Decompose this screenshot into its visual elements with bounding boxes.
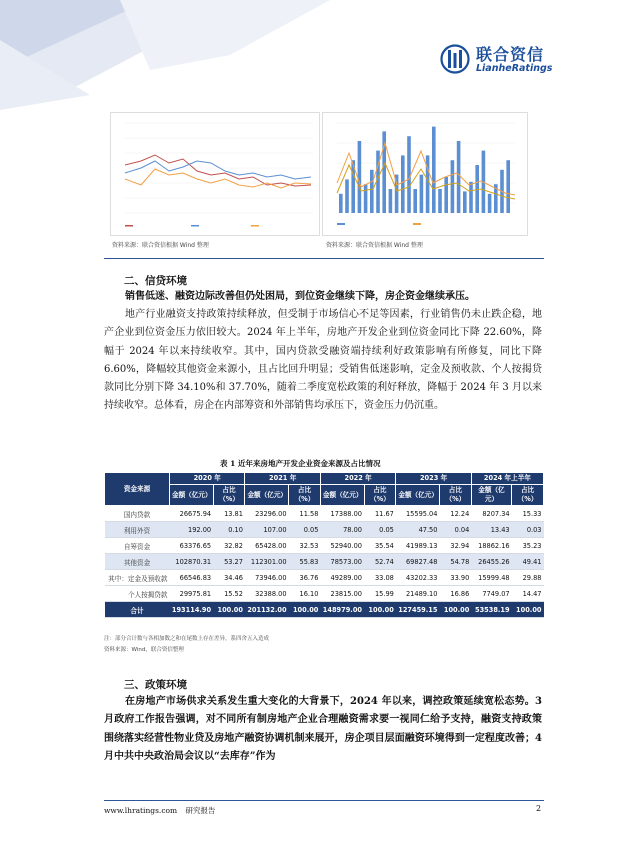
- left-chart-plot: [111, 113, 319, 235]
- cell-amount: 78.00: [320, 522, 364, 538]
- cell-amount: 193114.90: [170, 602, 214, 618]
- cell-share: 32.53: [289, 538, 321, 554]
- cell-share: 100.00: [213, 602, 245, 618]
- divider-line: [104, 258, 544, 259]
- page-number: 2: [536, 804, 542, 813]
- cell-amount: 26675.94: [170, 506, 214, 522]
- row-label: 合计: [105, 602, 170, 618]
- row-label: 国内贷款: [105, 506, 170, 522]
- section-paragraph-credit: 地产行业融资支持政策持续释放，但受制于市场信心不足等因素，行业销售仍未止跌企稳，地产企业到位资金压力依旧较大。2024 年上半年，房地产开发企业到位资金同比下降 22.60%，降幅于 2024 年以来持续收窄。其中，国内贷款受融资端持续利好政策影响有所修复，同比下降 6.60%，降幅较其他资金来源小，且占比回升明显；受销售低迷影响，定金及预收款、个人按揭贷款同比分别下降 34.10%和 37.70%，随着二季度宽松政策的利好释放，降幅于 2024 年 3 月以来持续收窄。总体看，房企在内部筹资和外部销售均承压下，资金压力仍沉重。: [104, 309, 542, 412]
- table-row: [105, 522, 544, 538]
- cell-amount: 17388.00: [320, 506, 364, 522]
- th-amount: 金额（亿元）: [320, 485, 364, 506]
- right-combo-chart: [322, 112, 528, 236]
- th-year-2020: 2020 年: [170, 473, 245, 485]
- chart-bar: [506, 160, 510, 213]
- cell-share: 11.67: [364, 506, 396, 522]
- cell-amount: 13.43: [471, 522, 511, 538]
- footer-site-link[interactable]: www.lhratings.com: [104, 806, 178, 815]
- chart-bar: [432, 127, 436, 213]
- right-chart-source: 资料来源：联合资信根据 Wind 整理: [326, 242, 423, 249]
- cell-share: 100.00: [364, 602, 396, 618]
- right-chart-bars: [339, 127, 510, 213]
- chart-bar: [451, 160, 455, 213]
- cell-amount: 7749.07: [471, 586, 511, 602]
- cell-share: 34.46: [213, 570, 245, 586]
- chart-bar: [420, 175, 424, 213]
- cell-share: 13.81: [213, 506, 245, 522]
- table-row: [105, 506, 544, 522]
- cell-amount: 41989.13: [396, 538, 440, 554]
- chart-bar: [370, 170, 374, 213]
- cell-share: 15.52: [213, 586, 245, 602]
- section-lead-credit: 销售低迷、融资边际改善但仍处困局，到位资金继续下降，房企资金继续承压。: [125, 291, 475, 302]
- cell-amount: 127459.15: [396, 602, 440, 618]
- footer-site[interactable]: [104, 805, 216, 816]
- table-row: [105, 554, 544, 570]
- funding-table: [104, 472, 544, 618]
- th-share: 占比（%）: [213, 485, 245, 506]
- chart-bar: [444, 177, 448, 213]
- chart-bar: [345, 179, 349, 213]
- chart-bar: [364, 184, 368, 213]
- table-note: 注：部分合计数与各相加数之和在尾数上存在差异，系四舍五入造成: [104, 636, 270, 642]
- th-amount: 金额（亿元）: [170, 485, 214, 506]
- cell-amount: 192.00: [170, 522, 214, 538]
- th-share: 占比（%）: [289, 485, 321, 506]
- cell-amount: 15999.48: [471, 570, 511, 586]
- cell-amount: 65428.00: [245, 538, 289, 554]
- table-row: [105, 570, 544, 586]
- brand-logo: [440, 42, 590, 78]
- cell-amount: 8207.34: [471, 506, 511, 522]
- table-source: 资料来源：Wind，联合资信整理: [104, 647, 184, 653]
- cell-share: 32.82: [213, 538, 245, 554]
- th-year-2021: 2021 年: [245, 473, 320, 485]
- cell-share: 0.10: [213, 522, 245, 538]
- chart-bar: [413, 189, 417, 213]
- left-line-chart: [110, 112, 320, 236]
- brand-name-en: LianheRatings: [476, 63, 553, 74]
- cell-share: 100.00: [289, 602, 321, 618]
- cell-share: 0.04: [439, 522, 471, 538]
- cell-share: 15.99: [364, 586, 396, 602]
- cell-amount: 47.50: [396, 522, 440, 538]
- th-year-2023: 2023 年: [396, 473, 471, 485]
- cell-amount: 63376.65: [170, 538, 214, 554]
- cell-share: 54.78: [439, 554, 471, 570]
- right-chart-plot: [323, 113, 527, 235]
- cell-amount: 112301.00: [245, 554, 289, 570]
- left-series-2: [125, 161, 311, 179]
- cell-share: 29.88: [512, 570, 544, 586]
- cell-amount: 23296.00: [245, 506, 289, 522]
- cell-share: 52.74: [364, 554, 396, 570]
- cell-share: 12.24: [439, 506, 471, 522]
- cell-amount: 29975.81: [170, 586, 214, 602]
- th-share: 占比（%）: [512, 485, 544, 506]
- cell-amount: 69827.48: [396, 554, 440, 570]
- th-year-2022: 2022 年: [320, 473, 395, 485]
- table-caption: 表 1 近年来房地产开发企业资金来源及占比情况: [220, 459, 381, 468]
- cell-share: 33.08: [364, 570, 396, 586]
- cell-share: 0.05: [289, 522, 321, 538]
- cell-amount: 78573.00: [320, 554, 364, 570]
- th-amount: 金额（亿元）: [471, 485, 511, 506]
- cell-share: 32.94: [439, 538, 471, 554]
- th-amount: 金额（亿元）: [245, 485, 289, 506]
- chart-bar: [389, 189, 393, 213]
- cell-amount: 148979.00: [320, 602, 364, 618]
- th-source: 资金来源: [105, 473, 170, 506]
- chart-bar: [457, 141, 461, 213]
- row-label: 其中：定金及预收款: [105, 570, 170, 586]
- cell-share: 33.90: [439, 570, 471, 586]
- table-row: [105, 586, 544, 602]
- left-chart-source: 资料来源：联合资信根据 Wind 整理: [112, 242, 209, 249]
- th-share: 占比（%）: [364, 485, 396, 506]
- cell-amount: 73946.00: [245, 570, 289, 586]
- cell-share: 11.58: [289, 506, 321, 522]
- th-amount: 金额（亿元）: [396, 485, 440, 506]
- section-paragraph-policy: 在房地产市场供求关系发生重大变化的大背景下，2024 年以来，调控政策延续宽松态势。3 月政府工作报告强调，对不同所有制房地产企业合理融资需求要一视同仁给予支持，融资支持政策围绕落实经营性物业贷及房地产融资协调机制来展开，房企项目层面融资环境得到一定程度改善；4 月中共中央政治局会议以“去库存”作为: [104, 696, 542, 762]
- chart-bar: [488, 194, 492, 213]
- cell-share: 0.03: [512, 522, 544, 538]
- chart-bar: [339, 194, 343, 213]
- cell-amount: 32388.00: [245, 586, 289, 602]
- cell-amount: 23815.00: [320, 586, 364, 602]
- chart-bar: [401, 155, 405, 213]
- row-label: 其他资金: [105, 554, 170, 570]
- chart-bar: [469, 182, 473, 213]
- cell-amount: 15595.04: [396, 506, 440, 522]
- section-title-credit: 二、信贷环境: [124, 275, 187, 287]
- row-label: 个人按揭贷款: [105, 586, 170, 602]
- logo-mark-icon: [440, 44, 470, 74]
- cell-amount: 52940.00: [320, 538, 364, 554]
- cell-share: 49.41: [512, 554, 544, 570]
- cell-amount: 107.00: [245, 522, 289, 538]
- cell-share: 100.00: [512, 602, 544, 618]
- cell-amount: 21489.10: [396, 586, 440, 602]
- chart-bar: [358, 141, 362, 213]
- cell-share: 15.33: [512, 506, 544, 522]
- th-year-2024h1: 2024 年上半年: [471, 473, 543, 485]
- cell-amount: 53538.19: [471, 602, 511, 618]
- footer-line: [104, 800, 544, 801]
- chart-bar: [463, 191, 467, 213]
- cell-amount: 26455.26: [471, 554, 511, 570]
- cell-amount: 43202.33: [396, 570, 440, 586]
- cell-share: 55.83: [289, 554, 321, 570]
- section-title-policy: 三、政策环境: [124, 679, 187, 691]
- table-row: [105, 538, 544, 554]
- cell-amount: 18862.16: [471, 538, 511, 554]
- cell-amount: 201132.00: [245, 602, 289, 618]
- cell-amount: 66546.83: [170, 570, 214, 586]
- cell-share: 100.00: [439, 602, 471, 618]
- cell-share: 53.27: [213, 554, 245, 570]
- cell-share: 16.10: [289, 586, 321, 602]
- table-total-row: [105, 602, 544, 618]
- brand-name-cn: 联合资信: [476, 45, 545, 64]
- cell-share: 35.23: [512, 538, 544, 554]
- row-label: 利用外资: [105, 522, 170, 538]
- th-share: 占比（%）: [439, 485, 471, 506]
- footer-doc-type: 研究报告: [185, 806, 216, 815]
- cell-share: 35.54: [364, 538, 396, 554]
- cell-amount: 49289.00: [320, 570, 364, 586]
- cell-share: 16.86: [439, 586, 471, 602]
- cell-share: 14.47: [512, 586, 544, 602]
- cell-share: 36.76: [289, 570, 321, 586]
- left-series-3: [125, 169, 311, 188]
- cell-share: 0.05: [364, 522, 396, 538]
- row-label: 自筹资金: [105, 538, 170, 554]
- cell-amount: 102870.31: [170, 554, 214, 570]
- chart-bar: [407, 136, 411, 213]
- chart-bar: [438, 189, 442, 213]
